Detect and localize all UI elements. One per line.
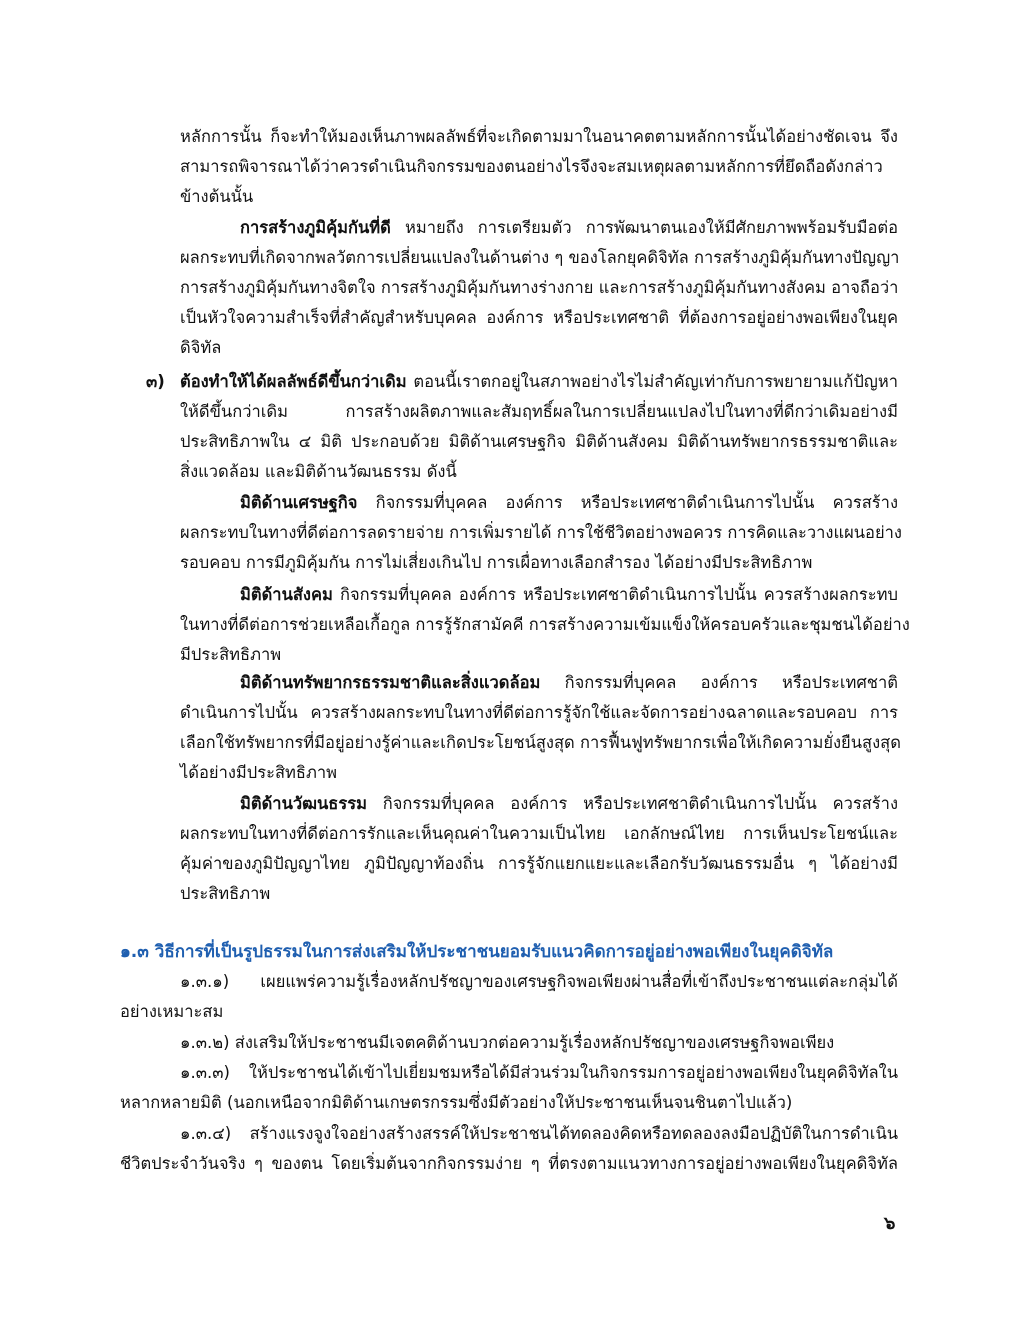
page-number: ๖ xyxy=(884,1213,896,1234)
environment-dimension-line-2: ดำเนินการไปนั้น ควรสร้างผลกระทบในทางที่ดีต่อการรู้จักใช้และจัดการอย่างฉลาดและรอบคอบ การ xyxy=(180,703,898,722)
item-1-3-4-line-2: ชีวิตประจำวันจริง ๆ ของตน โดยเริ่มต้นจากกิจกรรมง่าย ๆ ที่ตรงตามแนวทางการอยู่อย่างพอเพียงในยุคดิจิทัล xyxy=(120,1154,898,1173)
intro-line-2: สามารถพิจารณาได้ว่าควรดำเนินกิจกรรมของตนอย่างไรจึงจะสมเหตุผลตามหลักการที่ยึดถือดังกล่าว xyxy=(180,157,883,176)
economic-dimension-line-3: รอบคอบ การมีภูมิคุ้มกัน การไม่เสี่ยงเกินไป การเผื่อทางเลือกสำรอง ได้อย่างมีประสิทธิภาพ xyxy=(180,553,813,572)
item3-line-2: ให้ดีขึ้นกว่าเดิม การสร้างผลิตภาพและสัมฤทธิ์ผลในการเปลี่ยนแปลงไปในทางที่ดีกว่าเดิมอย่างมี xyxy=(180,402,898,421)
item-1-3-1-line-2: อย่างเหมาะสม xyxy=(120,1002,224,1021)
economic-dimension-first-line: มิติด้านเศรษฐกิจ กิจกรรมที่บุคคล องค์การ หรือประเทศชาติดำเนินการไปนั้น ควรสร้าง xyxy=(240,493,898,512)
item3-line-3: ประสิทธิภาพใน ๔ มิติ ประกอบด้วย มิติด้านเศรษฐกิจ มิติด้านสังคม มิติด้านทรัพยากรธรรมชาติและ xyxy=(180,432,898,451)
culture-dimension-line-3: คุ้มค่าของภูมิปัญญาไทย ภูมิปัญญาท้องถิ่น การรู้จักแยกแยะและเลือกรับวัฒนธรรมอื่น ๆ ได้อย่างมี xyxy=(180,854,898,873)
culture-dimension-first-line: มิติด้านวัฒนธรรม กิจกรรมที่บุคคล องค์การ หรือประเทศชาติดำเนินการไปนั้น ควรสร้าง xyxy=(240,794,898,813)
social-dimension-first-line: มิติด้านสังคม กิจกรรมที่บุคคล องค์การ หรือประเทศชาติดำเนินการไปนั้น ควรสร้างผลกระทบ xyxy=(240,585,898,604)
item-1-3-1-line-1: ๑.๓.๑) เผยแพร่ความรู้เรื่องหลักปรัชญาของเศรษฐกิจพอเพียงผ่านสื่อที่เข้าถึงประชาชนแต่ละกลุ่มได้ xyxy=(180,972,898,991)
intro-line-1: หลักการนั้น ก็จะทำให้มองเห็นภาพผลลัพธ์ที่จะเกิดตามมาในอนาคตตามหลักการนั้นได้อย่างชัดเจน จึง xyxy=(180,127,898,146)
section-1-3-heading: ๑.๓ วิธีการที่เป็นรูปธรรมในการส่งเสริมให้ประชาชนยอมรับแนวคิดการอยู่อย่างพอเพียงในยุคดิจิทัล xyxy=(120,942,834,962)
culture-dimension-line-4: ประสิทธิภาพ xyxy=(180,884,271,903)
social-dimension-term: มิติด้านสังคม xyxy=(240,585,333,604)
item3-line-4: สิ่งแวดล้อม และมิติด้านวัฒนธรรม ดังนี้ xyxy=(180,462,457,481)
immunity-line-4: เป็นหัวใจความสำเร็จที่สำคัญสำหรับบุคคล องค์การ หรือประเทศชาติ ที่ต้องการอยู่อย่างพอเพียงในยุค xyxy=(180,308,898,327)
item-1-3-3-line-2: หลากหลายมิติ (นอกเหนือจากมิติด้านเกษตรกรรมซึ่งมีตัวอย่างให้ประชาชนเห็นจนชินตาไปแล้ว) xyxy=(120,1093,793,1112)
social-dimension-line-2: ในทางที่ดีต่อการช่วยเหลือเกื้อกูล การรู้รักสามัคคี การสร้างความเข้มแข็งให้ครอบครัวและชุมชนได้อย่าง xyxy=(180,615,910,634)
environment-dimension-line-4: ได้อย่างมีประสิทธิภาพ xyxy=(180,763,338,782)
environment-dimension-first-line: มิติด้านทรัพยากรธรรมชาติและสิ่งแวดล้อม กิจกรรมที่บุคคล องค์การ หรือประเทศชาติ xyxy=(240,673,898,692)
immunity-term: การสร้างภูมิคุ้มกันที่ดี xyxy=(240,218,391,237)
social-dimension-line-3: มีประสิทธิภาพ xyxy=(180,645,282,664)
item3-term: ต้องทำให้ได้ผลลัพธ์ดีขึ้นกว่าเดิม xyxy=(180,372,407,391)
item3-number: ๓) xyxy=(146,372,165,391)
immunity-line-2: ผลกระทบที่เกิดจากพลวัตการเปลี่ยนแปลงในด้านต่าง ๆ ของโลกยุคดิจิทัล การสร้างภูมิคุ้มกันทางปัญญา xyxy=(180,248,900,267)
immunity-line-5: ดิจิทัล xyxy=(180,338,222,357)
item-1-3-2-line-1: ๑.๓.๒) ส่งเสริมให้ประชาชนมีเจตคติด้านบวกต่อความรู้เรื่องหลักปรัชญาของเศรษฐกิจพอเพียง xyxy=(180,1033,835,1052)
item-1-3-4-line-1: ๑.๓.๔) สร้างแรงจูงใจอย่างสร้างสรรค์ให้ประชาชนได้ทดลองคิดหรือทดลองลงมือปฏิบัติในการดำเนิน xyxy=(180,1124,898,1143)
economic-dimension-line-2: ผลกระทบในทางที่ดีต่อการลดรายจ่าย การเพิ่มรายได้ การใช้ชีวิตอย่างพอควร การคิดและวางแผนอย่าง xyxy=(180,523,902,542)
environment-dimension-line-3: เลือกใช้ทรัพยากรที่มีอยู่อย่างรู้ค่าและเกิดประโยชน์สูงสุด การฟื้นฟูทรัพยากรเพื่อให้เกิดความยั่งยืนสูงสุด xyxy=(180,733,901,752)
environment-dimension-term: มิติด้านทรัพยากรธรรมชาติและสิ่งแวดล้อม xyxy=(240,673,541,692)
item3-first-line: ต้องทำให้ได้ผลลัพธ์ดีขึ้นกว่าเดิม ตอนนี้เราตกอยู่ในสภาพอย่างไรไม่สำคัญเท่ากับการพยายามแก้ปัญหา xyxy=(180,372,898,391)
economic-dimension-term: มิติด้านเศรษฐกิจ xyxy=(240,493,358,512)
item-1-3-3-line-1: ๑.๓.๓) ให้ประชาชนได้เข้าไปเยี่ยมชมหรือได้มีส่วนร่วมในกิจกรรมการอยู่อย่างพอเพียงในยุคดิจิทัลใน xyxy=(180,1063,898,1082)
immunity-first-line: การสร้างภูมิคุ้มกันที่ดี หมายถึง การเตรียมตัว การพัฒนาตนเองให้มีศักยภาพพร้อมรับมือต่อ xyxy=(240,218,898,237)
immunity-line-3: การสร้างภูมิคุ้มกันทางจิตใจ การสร้างภูมิคุ้มกันทางร่างกาย และการสร้างภูมิคุ้มกันทางสังคม อาจถือว่า xyxy=(180,278,899,297)
culture-dimension-line-2: ผลกระทบในทางที่ดีต่อการรักและเห็นคุณค่าในความเป็นไทย เอกลักษณ์ไทย การเห็นประโยชน์และ xyxy=(180,824,898,843)
culture-dimension-term: มิติด้านวัฒนธรรม xyxy=(240,794,367,813)
intro-line-3: ข้างต้นนั้น xyxy=(180,187,254,206)
